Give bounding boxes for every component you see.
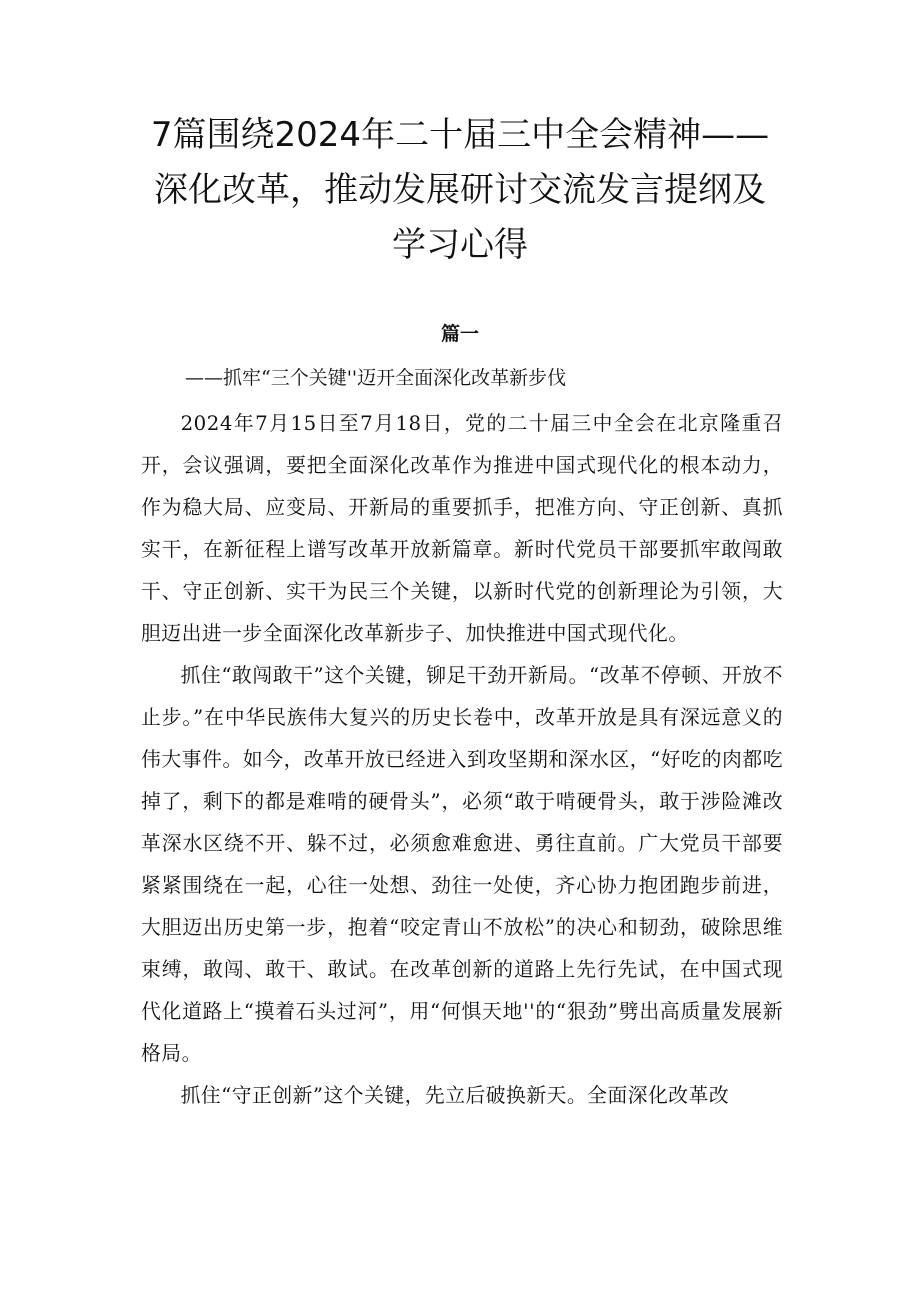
paragraph-2: 抓住“敢闯敢干”这个关键，铆足干劲开新局。“改革不停顿、开放不止步。”在中华民族伟大复兴的历史长卷中，改革开放是具有深远意义的伟大事件。如今，改革开放已经进入到攻坚期和深水区，“好吃的肉都吃掉了，剩下的都是难啃的硬骨头”，必须“敢于啃硬骨头，敢于涉险滩改革深水区绕不开、躲不过，必须愈难愈进、勇往直前。广大党员干部要紧紧围绕在一起，心往一处想、劲往一处使，齐心协力抱团跑步前进，大胆迈出历史第一步，抱着“咬定青山不放松”的决心和韧劲，破除思维束缚，敢闯、敢干、敢试。在改革创新的道路上先行先试，在中国式现代化道路上“摸着石头过河”，用“何惧天地''的“狠劲”劈出高质量发展新格局。 (141, 664, 783, 1065)
document-body (141, 403, 783, 1117)
document-title (100, 108, 820, 273)
title-line-1: 7篇围绕2024年二十届三中全会精神—— (150, 115, 770, 155)
title-line-2: 深化改革，推动发展研讨交流发言提纲及 (154, 170, 766, 210)
paragraph-3: 抓住“守正创新”这个关键，先立后破换新天。全面深化改革改 (180, 1084, 730, 1107)
section-subtitle: ——抓牢“三个关键''迈开全面深化改革新步伐 (185, 367, 567, 389)
paragraph-1: 2024年7月15日至7月18日，党的二十届三中全会在北京隆重召开，会议强调，要把全面深化改革作为推进中国式现代化的根本动力，作为稳大局、应变局、开新局的重要抓手，把准方向、守正创新、真抓实干，在新征程上谱写改革开放新篇章。新时代党员干部要抓牢敢闯敢干、守正创新、实干为民三个关键，以新时代党的创新理论为引领，大胆迈出进一步全面深化改革新步子、加快推进中国式现代化。 (141, 412, 783, 645)
section-heading: 篇一 (440, 323, 479, 345)
title-line-3: 学习心得 (392, 225, 528, 265)
